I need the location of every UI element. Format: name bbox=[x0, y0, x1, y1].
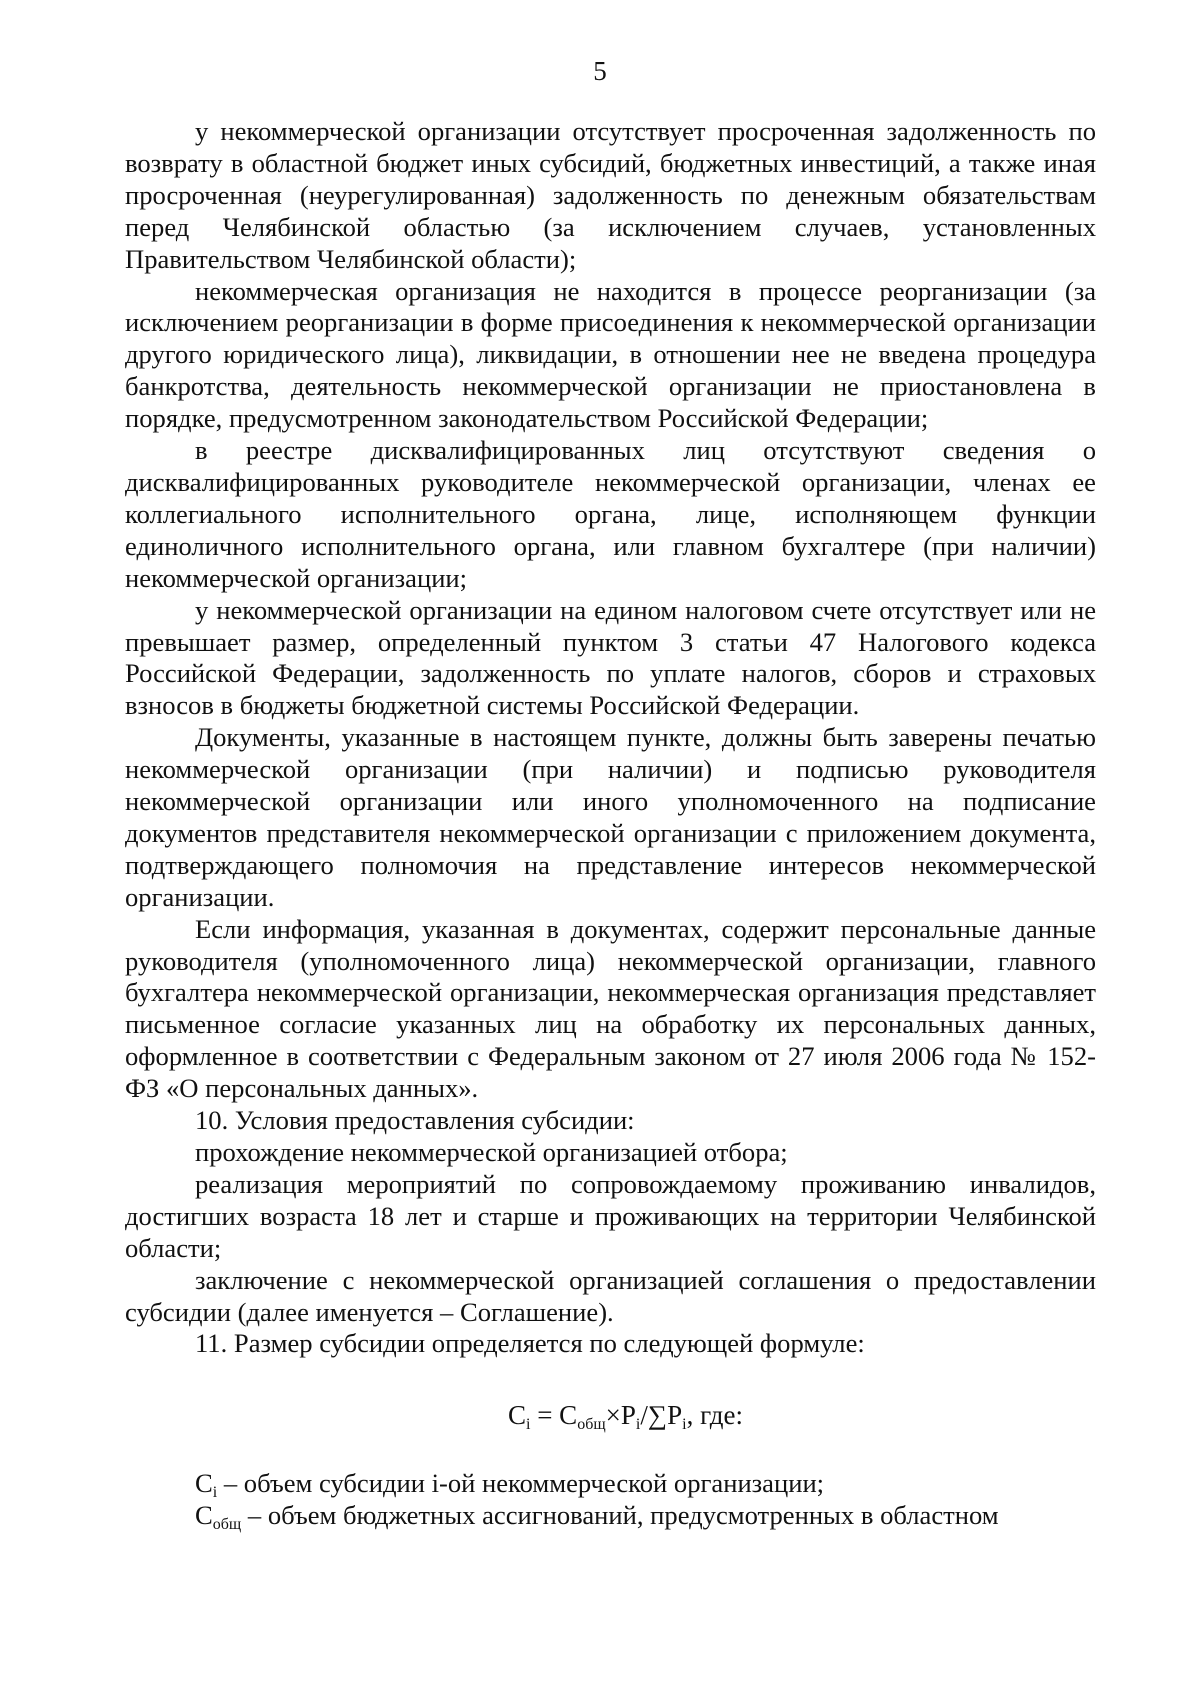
formula-eq: = C bbox=[530, 1400, 578, 1431]
paragraph: реализация мероприятий по сопровождаемому проживанию инвалидов, достигших возраста 18 лет и старше и проживающих на территории Челябинской области; bbox=[125, 1168, 1096, 1263]
formula-tail: , где: bbox=[686, 1400, 744, 1431]
definition-symbol: C bbox=[195, 1468, 213, 1499]
paragraph: у некоммерческой организации отсутствует просроченная задолженность по возврату в областной бюджет иных субсидий, бюджетных инвестиций, а также иная просроченная (неурегулированная) задолженность по денежным обязательствам перед Челябинской областью (за исключением случаев, установленных Правительством Челябинской области); bbox=[125, 116, 1096, 274]
paragraph: Если информация, указанная в документах, содержит персональные данные руководителя (уполномоченного лица) некоммерческой организации, главного бухгалтера некоммерческой организации, некоммерческая организация представляет письменное согласие указанных лиц на обработку их персональных данных, оформленное в соответствии с Федеральным законом от 27 июля 2006 года № 152-ФЗ «О персональных данных». bbox=[125, 913, 1096, 1104]
document-body bbox=[125, 116, 1096, 1532]
definition-subscript: общ bbox=[212, 1516, 242, 1534]
definition-text: – объем бюджетных ассигнований, предусмотренных в областном bbox=[241, 1500, 999, 1531]
page-number: 5 bbox=[593, 56, 607, 86]
section-heading-10: 10. Условия предоставления субсидии: bbox=[195, 1105, 635, 1136]
definition-symbol: C bbox=[195, 1500, 213, 1531]
paragraph: некоммерческая организация не находится в процессе реорганизации (за исключением реорганизации в форме присоединения к некоммерческой организации другого юридического лица), ликвидации, в отношении нее не введена процедура банкротства, деятельность некоммерческой организации не приостановлена в порядке, предусмотренном законодательством Российской Федерации; bbox=[125, 275, 1096, 434]
paragraph: Документы, указанные в настоящем пункте, должны быть заверены печатью некоммерческой организации (при наличии) и подписью руководителя некоммерческой организации или иного уполномоченного на подписание документов представителя некоммерческой организации с приложением документа, подтверждающего полномочия на представление интересов некоммерческой организации. bbox=[125, 722, 1096, 912]
formula-sub-obsh: общ bbox=[577, 1416, 606, 1434]
paragraph: прохождение некоммерческой организацией отбора; bbox=[195, 1137, 788, 1167]
definition-cobsh bbox=[125, 1500, 1096, 1532]
definition-text: – объем субсидии i-ой некоммерческой организации; bbox=[217, 1468, 825, 1499]
section-heading-11: 11. Размер субсидии определяется по следующей формуле: bbox=[195, 1328, 865, 1359]
definition-ci bbox=[125, 1468, 1096, 1500]
definition-subscript: i bbox=[212, 1484, 218, 1502]
paragraph: у некоммерческой организации на едином налоговом счете отсутствует или не превышает размер, определенный пунктом 3 статьи 47 Налогового кодекса Российской Федерации, задолженность по уплате налогов, сборов и страховых взносов в бюджеты бюджетной системы Российской Федерации. bbox=[125, 594, 1096, 721]
formula-times-p: ×P bbox=[605, 1400, 636, 1431]
formula-sub-i: i bbox=[525, 1416, 531, 1434]
paragraph: в реестре дисквалифицированных лиц отсутствуют сведения о дисквалифицированных руководителе некоммерческой организации, членах ее коллегиального исполнительного органа, лице, исполняющем функции единоличного исполнительного органа, или главном бухгалтере (при наличии) некоммерческой организации; bbox=[125, 435, 1096, 593]
paragraph: заключение с некоммерческой организацией соглашения о предоставлении субсидии (далее именуется – Соглашение). bbox=[125, 1264, 1096, 1327]
formula-sub-i: i bbox=[635, 1416, 641, 1434]
formula-sub-i: i bbox=[682, 1416, 687, 1434]
formula-c: C bbox=[507, 1400, 526, 1431]
formula-div-sum-p: /∑P bbox=[640, 1400, 683, 1431]
subsidy-formula bbox=[125, 1400, 1096, 1432]
